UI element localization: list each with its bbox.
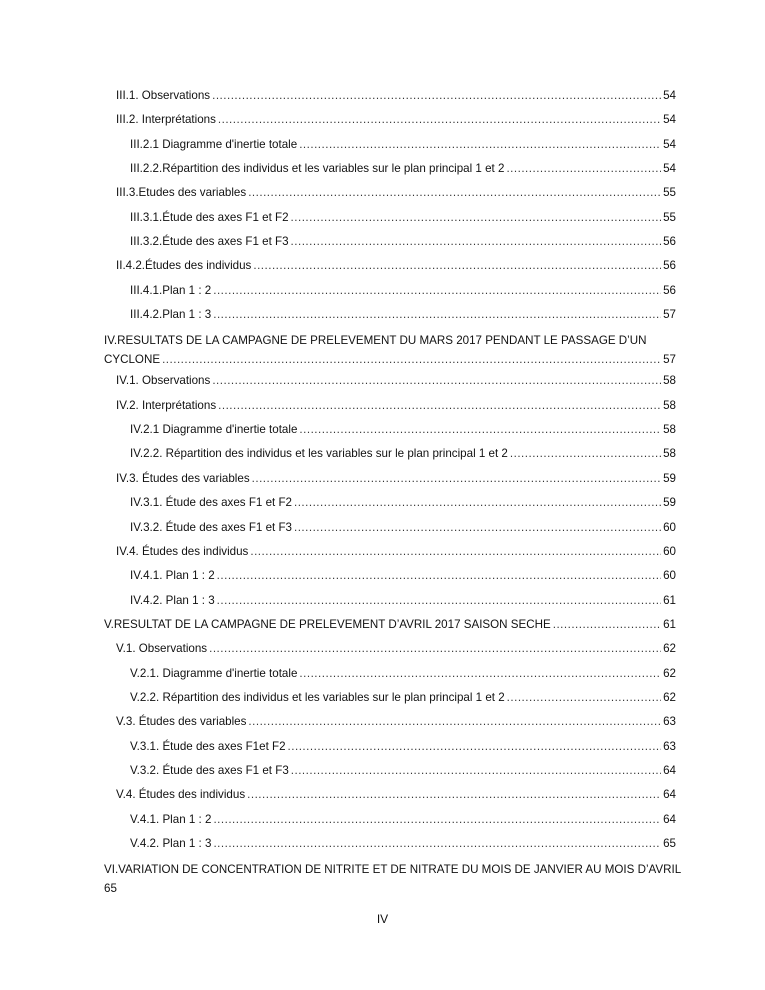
toc-entry[interactable] [104, 234, 676, 250]
toc-entry-title: III.2.1 Diagramme d'inertie totale [130, 137, 298, 151]
toc-leader-dots [291, 234, 662, 250]
toc-page-number: 62 [663, 666, 676, 680]
toc-entry[interactable] [104, 398, 676, 414]
toc-page-number: 55 [663, 210, 676, 224]
toc-page-number: 60 [663, 569, 676, 583]
toc-entry-title: IV.4.1. Plan 1 : 2 [130, 569, 215, 583]
toc-leader-dots [213, 812, 661, 828]
toc-entry-title: V.RESULTAT DE LA CAMPAGNE DE PRELEVEMENT D’AVRIL 2017 SAISON SECHE [104, 617, 551, 631]
toc-page-number: 59 [663, 471, 676, 485]
toc-leader-dots [291, 763, 661, 779]
toc-leader-dots [294, 520, 661, 536]
toc-entry-title: IV.3.1. Étude des axes F1 et F2 [130, 496, 292, 510]
toc-entry[interactable] [104, 495, 676, 511]
toc-entry[interactable] [104, 520, 676, 536]
toc-entry[interactable] [104, 763, 676, 779]
toc-page-number: 58 [663, 447, 676, 461]
toc-entry[interactable] [104, 714, 676, 730]
toc-leader-dots [252, 471, 661, 487]
toc-leader-dots [299, 137, 661, 153]
toc-page-number: 58 [663, 374, 676, 388]
toc-leader-dots [218, 112, 661, 128]
toc-group-iv-v [104, 373, 676, 852]
toc-entry-title: III.3.1.Étude des axes F1 et F2 [130, 210, 289, 224]
toc-page-number: 60 [663, 520, 676, 534]
toc-page-number: 58 [663, 423, 676, 437]
toc-page-number: 55 [663, 186, 676, 200]
toc-page-number: 61 [663, 593, 676, 607]
toc-page-number: 64 [663, 763, 676, 777]
toc-entry-title: III.3.2.Étude des axes F1 et F3 [130, 235, 289, 249]
toc-entry-title: V.4. Études des individus [116, 788, 246, 802]
toc-page-number: 54 [663, 162, 676, 176]
toc-entry-title: V.2.1. Diagramme d'inertie totale [130, 666, 298, 680]
toc-entry-title: IV.4. Études des individus [116, 544, 249, 558]
toc-leader-dots [209, 641, 661, 657]
toc-leader-dots [162, 350, 661, 369]
toc-entry[interactable] [104, 544, 676, 560]
toc-entry[interactable] [104, 210, 676, 226]
table-of-contents [104, 88, 682, 898]
toc-entry-title: IV.3. Études des variables [116, 471, 250, 485]
toc-leader-dots [213, 283, 661, 299]
toc-entry-title: V.4.1. Plan 1 : 2 [130, 812, 212, 826]
toc-leader-dots [510, 446, 661, 462]
toc-page-number: 57 [663, 308, 676, 322]
toc-entry[interactable] [104, 373, 676, 389]
toc-page-number: 64 [663, 788, 676, 802]
toc-group-iii [104, 88, 676, 323]
toc-entry[interactable] [104, 641, 676, 657]
toc-entry-title: V.2.2. Répartition des individus et les variables sur le plan principal 1 et 2 [130, 690, 505, 704]
toc-leader-dots [288, 739, 662, 755]
toc-entry[interactable] [104, 307, 676, 323]
toc-entry[interactable] [104, 422, 676, 438]
toc-leader-dots [299, 666, 661, 682]
toc-page-number: 58 [663, 398, 676, 412]
toc-entry[interactable] [104, 446, 676, 462]
toc-entry[interactable] [104, 283, 676, 299]
toc-leader-dots [217, 568, 661, 584]
toc-page-number: 56 [663, 235, 676, 249]
toc-entry-title: V.3. Études des variables [116, 715, 247, 729]
toc-page-number: 56 [663, 259, 676, 273]
toc-entry[interactable] [104, 568, 676, 584]
toc-entry[interactable] [104, 666, 676, 682]
toc-entry[interactable] [104, 471, 676, 487]
toc-entry-title-line2: CYCLONE [104, 353, 161, 367]
toc-entry-title: V.3.2. Étude des axes F1 et F3 [130, 763, 289, 777]
toc-leader-dots [212, 88, 661, 104]
toc-leader-dots [553, 617, 661, 633]
toc-leader-dots [212, 373, 661, 389]
toc-entry-title-line1: VI.VARIATION DE CONCENTRATION DE NITRITE ET DE NITRATE DU MOIS DE JANVIER AU MOIS D’AVRIL [104, 863, 682, 877]
toc-entry-title: III.3.Etudes des variables [116, 186, 247, 200]
toc-entry-title: IV.4.2. Plan 1 : 3 [130, 593, 215, 607]
toc-leader-dots [253, 258, 661, 274]
toc-entry[interactable] [104, 258, 676, 274]
toc-entry[interactable] [104, 161, 676, 177]
toc-page-number: 54 [663, 113, 676, 127]
toc-entry[interactable] [104, 836, 676, 852]
toc-entry[interactable] [104, 787, 676, 803]
toc-leader-dots [291, 210, 662, 226]
toc-entry-section-iv[interactable] [104, 331, 676, 369]
toc-entry-title: III.1. Observations [116, 89, 211, 102]
toc-entry-title: IV.2.1 Diagramme d'inertie totale [130, 423, 298, 437]
toc-entry-title: IV.2.2. Répartition des individus et les variables sur le plan principal 1 et 2 [130, 447, 508, 461]
toc-entry[interactable] [104, 137, 676, 153]
page-footer-number: IV [376, 912, 389, 926]
toc-page-number: 62 [663, 642, 676, 656]
toc-entry-title: IV.2. Interprétations [116, 398, 217, 412]
toc-leader-dots [218, 398, 661, 414]
toc-leader-dots [247, 787, 661, 803]
toc-page-number: 64 [663, 812, 676, 826]
toc-entry[interactable] [104, 88, 676, 104]
toc-entry-title: IV.1. Observations [116, 374, 211, 388]
toc-page-number: 65 [104, 882, 117, 896]
toc-page-number: 62 [663, 690, 676, 704]
toc-leader-dots [248, 185, 661, 201]
toc-leader-dots [294, 495, 661, 511]
toc-page-number: 59 [663, 496, 676, 510]
toc-entry[interactable] [104, 690, 676, 706]
toc-entry[interactable] [104, 112, 676, 128]
toc-entry-title: II.4.2.Études des individus [116, 259, 252, 273]
toc-leader-dots [213, 836, 661, 852]
toc-page-number: 56 [663, 283, 676, 297]
toc-leader-dots [250, 544, 661, 560]
toc-page-number: 57 [663, 353, 676, 367]
toc-page-number: 63 [663, 739, 676, 753]
toc-entry-title: V.3.1. Étude des axes F1et F2 [130, 739, 286, 753]
toc-entry-title: III.2. Interprétations [116, 113, 216, 127]
toc-leader-dots [248, 714, 661, 730]
toc-entry[interactable] [104, 185, 676, 201]
toc-entry-title: III.4.2.Plan 1 : 3 [130, 308, 212, 322]
toc-entry[interactable] [104, 739, 676, 755]
toc-entry[interactable] [104, 812, 676, 828]
toc-entry[interactable] [104, 617, 676, 633]
toc-page-number: 54 [663, 89, 676, 102]
toc-entry-title: V.4.2. Plan 1 : 3 [130, 836, 212, 850]
toc-page-number: 60 [663, 544, 676, 558]
toc-leader-dots [213, 307, 661, 323]
toc-page-number: 54 [663, 137, 676, 151]
toc-entry[interactable] [104, 593, 676, 609]
toc-leader-dots [299, 422, 661, 438]
toc-entry-title: V.1. Observations [116, 642, 208, 656]
toc-entry-title-line1: IV.RESULTATS DE LA CAMPAGNE DE PRELEVEMENT DU MARS 2017 PENDANT LE PASSAGE D’UN [104, 334, 647, 348]
toc-leader-dots [507, 690, 661, 706]
toc-page-number: 63 [663, 715, 676, 729]
toc-page-number: 65 [663, 836, 676, 850]
toc-entry-title: III.2.2.Répartition des individus et les variables sur le plan principal 1 et 2 [130, 162, 505, 176]
toc-entry-title: III.4.1.Plan 1 : 2 [130, 283, 212, 297]
toc-page-number: 61 [663, 617, 676, 631]
toc-entry-section-vi[interactable] [104, 860, 682, 898]
toc-leader-dots [506, 161, 661, 177]
toc-entry-title: IV.3.2. Étude des axes F1 et F3 [130, 520, 292, 534]
toc-leader-dots [217, 593, 661, 609]
